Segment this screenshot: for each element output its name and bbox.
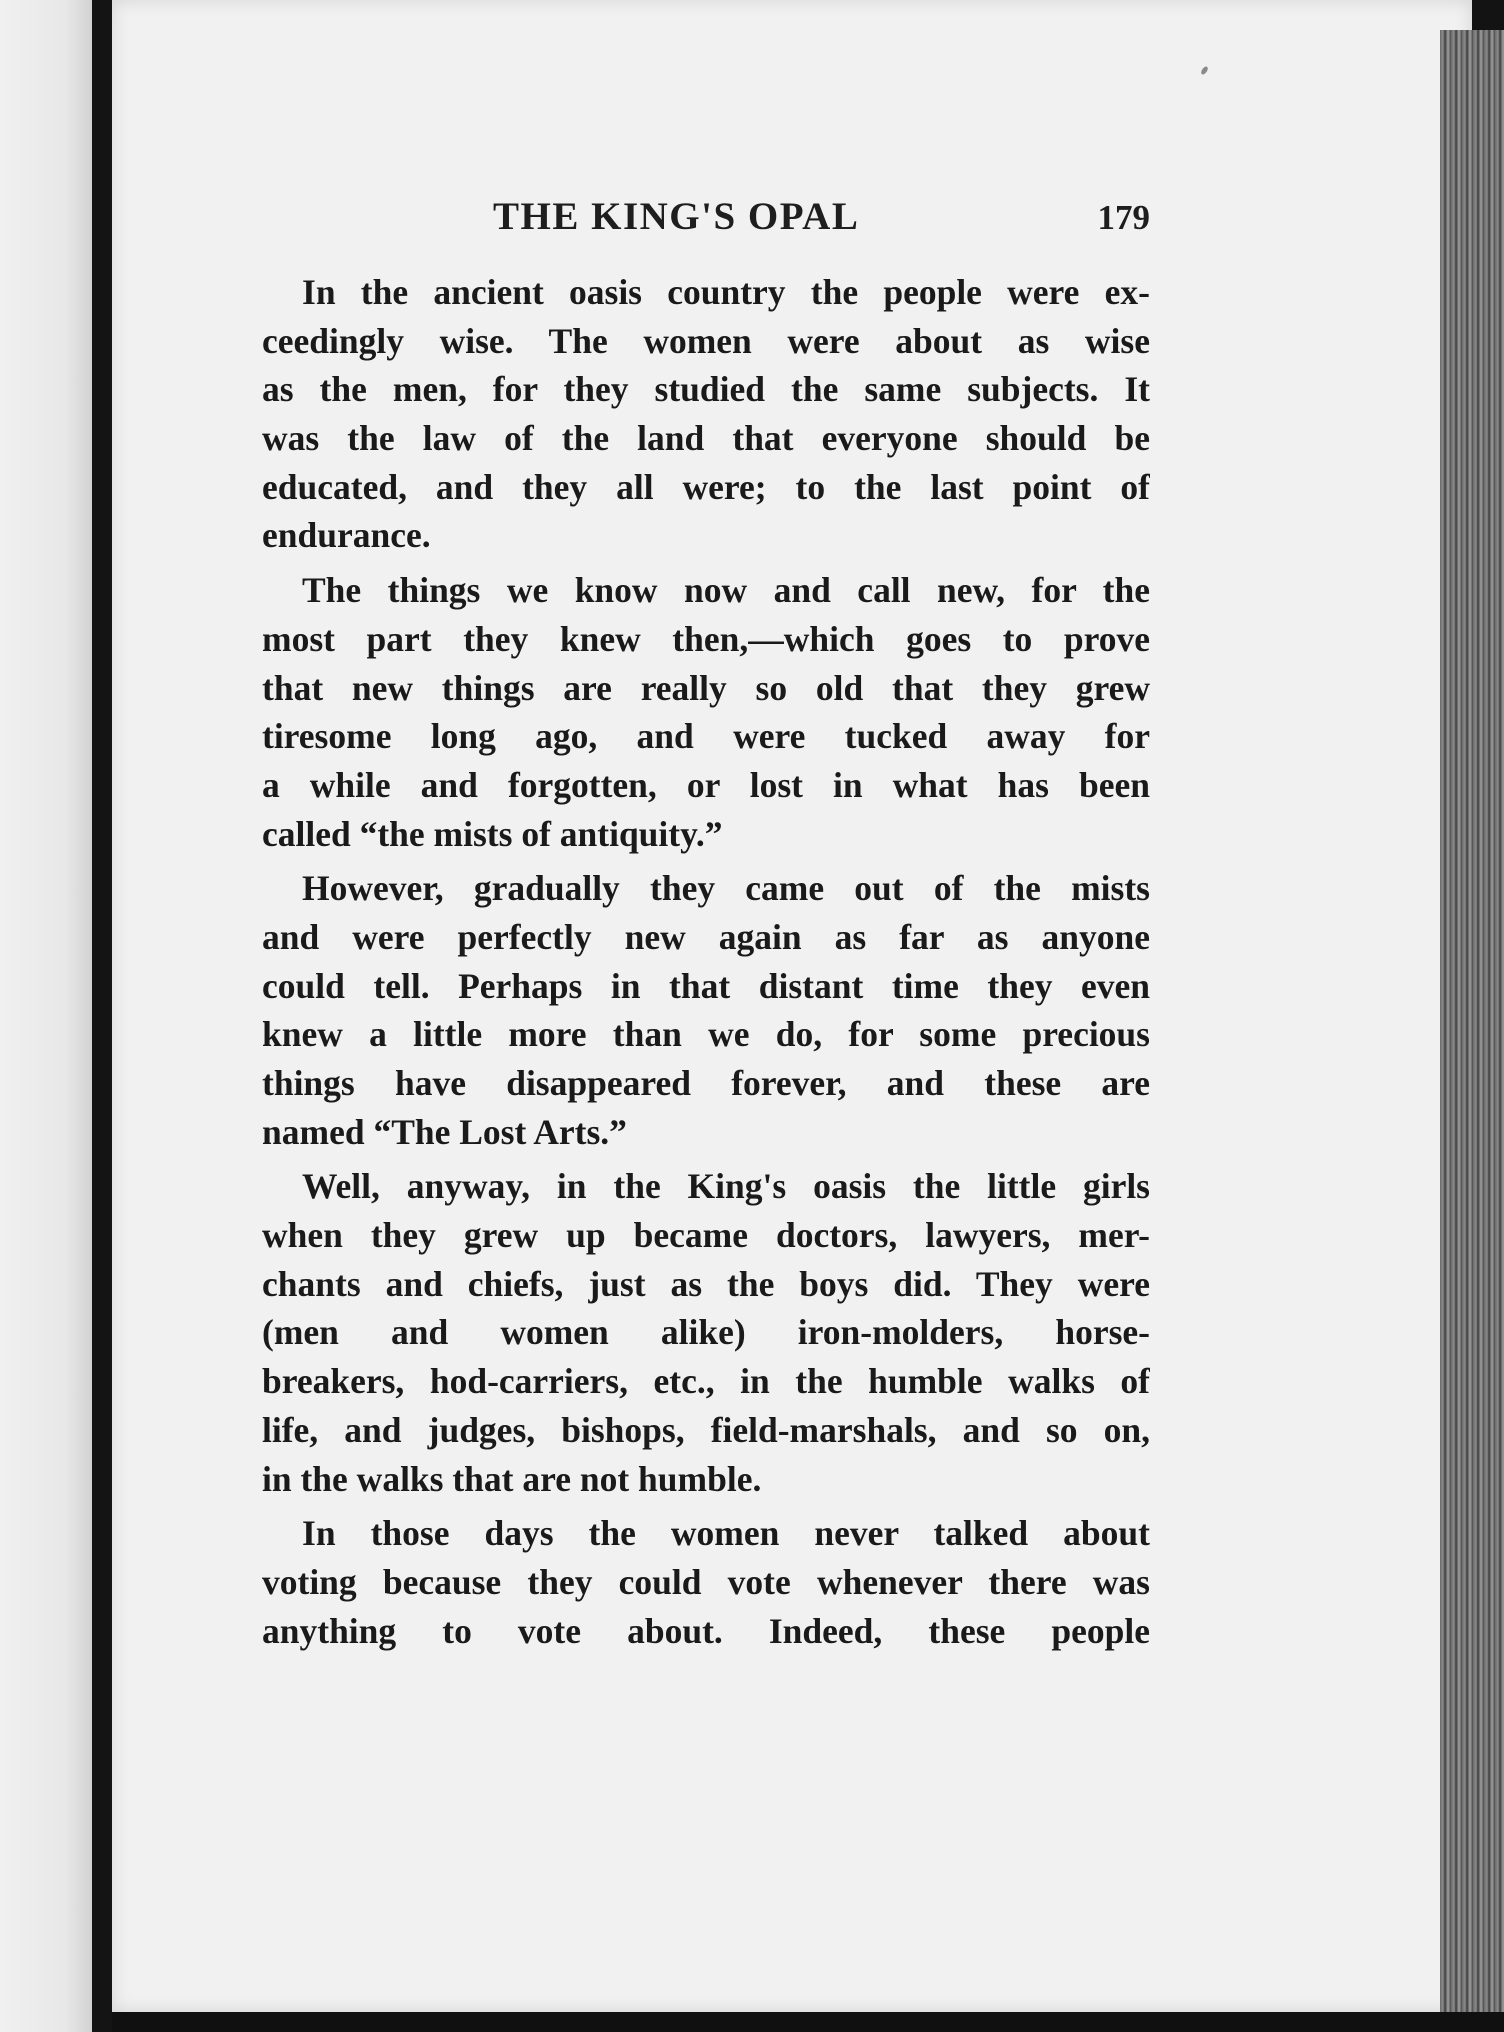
- text-line: was the law of the land that everyone should be: [262, 418, 1150, 459]
- text-line: However, gradually they came out of the mists: [302, 868, 1150, 909]
- text-line: things have disappeared forever, and these are: [262, 1063, 1150, 1103]
- text-line: anything to vote about. Indeed, these people: [262, 1610, 1150, 1651]
- paragraph: [262, 1162, 1150, 1503]
- text-line: life, and judges, bishops, field-marshals, and so on,: [262, 1409, 1150, 1450]
- text-line: knew a little more than we do, for some precious: [262, 1014, 1150, 1055]
- page-number: 179: [1097, 198, 1150, 237]
- paragraph: [262, 1509, 1150, 1655]
- facing-page-edge: [0, 0, 92, 2032]
- paragraph: [262, 864, 1150, 1156]
- text-line: most part they knew then,—which goes to prove: [262, 618, 1150, 659]
- text-line: called “the mists of antiquity.”: [262, 813, 723, 854]
- text-line: ceedingly wise. The women were about as wise: [262, 320, 1150, 361]
- page-edges: [1440, 30, 1504, 2020]
- text-line: when they grew up became doctors, lawyers, mer-: [262, 1215, 1150, 1256]
- text-line: breakers, hod-carriers, etc., in the humble walks of: [262, 1361, 1150, 1402]
- text-line: In the ancient oasis country the people were ex-: [302, 272, 1150, 312]
- text-line: endurance.: [262, 515, 431, 556]
- paragraph: [262, 268, 1150, 560]
- text-line: In those days the women never talked about: [302, 1513, 1150, 1554]
- page-header: [260, 194, 1150, 244]
- text-line: as the men, for they studied the same subjects. It: [262, 369, 1150, 410]
- text-line: chants and chiefs, just as the boys did. They were: [262, 1263, 1150, 1304]
- text-line: that new things are really so old that they grew: [262, 667, 1150, 708]
- text-line: voting because they could vote whenever there was: [262, 1561, 1150, 1602]
- text-line: educated, and they all were; to the last point of: [262, 466, 1150, 507]
- text-line: The things we know now and call new, for the: [302, 570, 1150, 611]
- text-line: Well, anyway, in the King's oasis the little girls: [302, 1166, 1150, 1207]
- text-line: named “The Lost Arts.”: [262, 1111, 627, 1152]
- text-line: tiresome long ago, and were tucked away for: [262, 716, 1150, 757]
- text-line: could tell. Perhaps in that distant time they even: [262, 965, 1150, 1006]
- body-text: [262, 268, 1150, 1655]
- text-line: and were perfectly new again as far as anyone: [262, 916, 1150, 957]
- text-line: a while and forgotten, or lost in what has been: [262, 764, 1150, 805]
- bottom-shadow: [112, 2012, 1504, 2032]
- text-line: (men and women alike) iron-molders, horse-: [262, 1312, 1150, 1353]
- text-line: in the walks that are not humble.: [262, 1458, 762, 1499]
- book-gutter: [92, 0, 112, 2032]
- running-title: THE KING'S OPAL: [493, 195, 860, 238]
- paragraph: [262, 566, 1150, 858]
